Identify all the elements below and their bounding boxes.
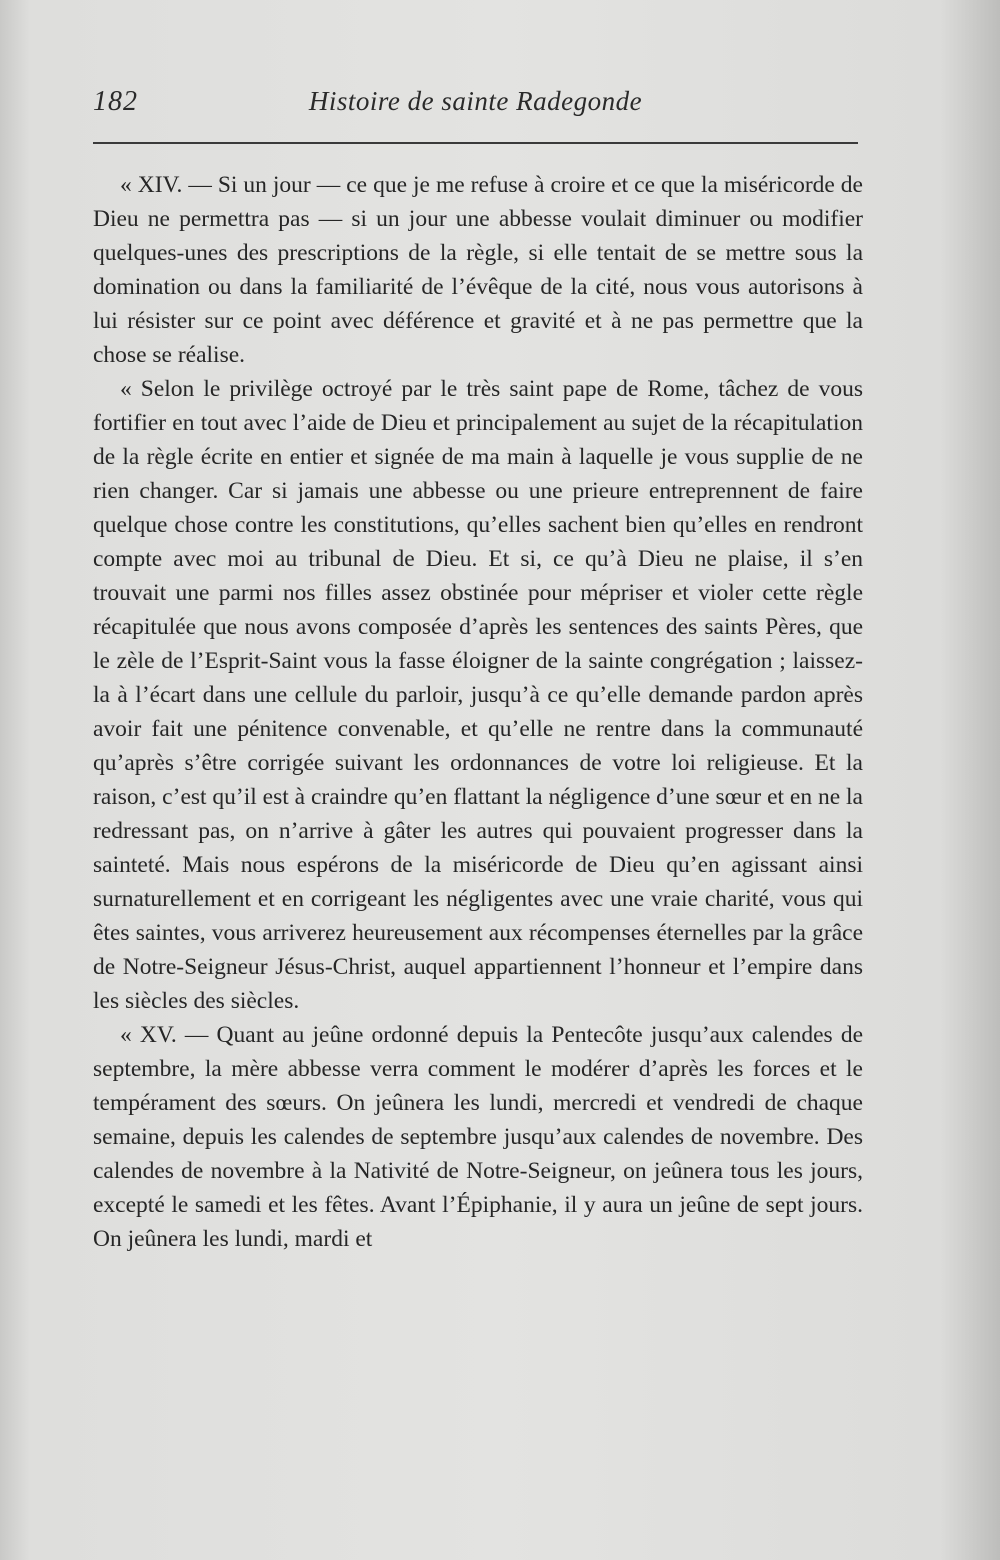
paragraph-privilege: « Selon le privilège octroyé par le très saint pape de Rome, tâchez de vous fortifier en tout avec l’aide de Dieu et principalement au sujet de la récapitulation de la règle écrite en entier et signée de ma main à laquelle je vous supplie de ne rien changer. Car si jamais une abbesse ou une prieure entreprennent de faire quelque chose contre les constitutions, qu’elles sachent bien qu’elles en rendront compte avec moi au tribunal de Dieu. Et si, ce qu’à Dieu ne plaise, il s’en trouvait une parmi nos filles assez obstinée pour mépriser et violer cette règle récapitulée que nous avons composée d’après les sentences des saints Pères, que le zèle de l’Esprit-Saint vous la fasse éloigner de la sainte congrégation ; laissez-la à l’écart dans une cellule du parloir, jusqu’à ce qu’elle demande pardon après avoir fait une pénitence convenable, et qu’elle ne rentre dans la communauté qu’après s’être corrigée suivant les ordonnances de votre loi religieuse. Et la raison, c’est qu’il est à craindre qu’en flattant la négligence d’une sœur et en ne la redressant pas, on n’arrive à gâter les autres qui pouvaient progresser dans la sainteté. Mais nous espérons de la miséricorde de Dieu qu’en agissant ainsi surnaturellement et en corrigeant les négligentes avec une vraie charité, vous qui êtes saintes, vous arriverez heureusement aux récompenses éternelles par la grâce de Notre-Seigneur Jésus-Christ, auquel appartiennent l’honneur et l’empire dans les siècles des siècles. <box>93 376 863 1014</box>
running-title: Histoire de sainte Radegonde <box>308 86 643 116</box>
paragraph-xv: « XV. — Quant au jeûne ordonné depuis la Pentecôte jusqu’aux calendes de septembre, la mère abbesse verra comment le modérer d’après les forces et le tempérament des sœurs. On jeûnera les lundi, mercredi et vendredi de chaque semaine, depuis les calendes de septembre jusqu’aux calendes de novembre. Des calendes de novembre à la Nativité de Notre-Seigneur, on jeûnera tous les jours, excepté le samedi et les fêtes. Avant l’Épiphanie, il y aura un jeûne de sept jours. On jeûnera les lundi, mardi et <box>93 1022 863 1252</box>
header-rule <box>93 142 858 144</box>
paragraph-xiv: « XIV. — Si un jour — ce que je me refuse à croire et ce que la miséricorde de Dieu ne permettra pas — si un jour une abbesse voulait diminuer ou modifier quelques-unes des prescriptions de la règle, si elle tentait de se mettre sous la domination ou dans la familiarité de l’évêque de la cité, nous vous autorisons à lui résister sur ce point avec déférence et gravité et à ne pas permettre que la chose se réalise. <box>93 172 863 368</box>
page-header <box>93 86 858 126</box>
page-number: 182 <box>93 86 138 117</box>
body-text <box>93 168 863 1256</box>
